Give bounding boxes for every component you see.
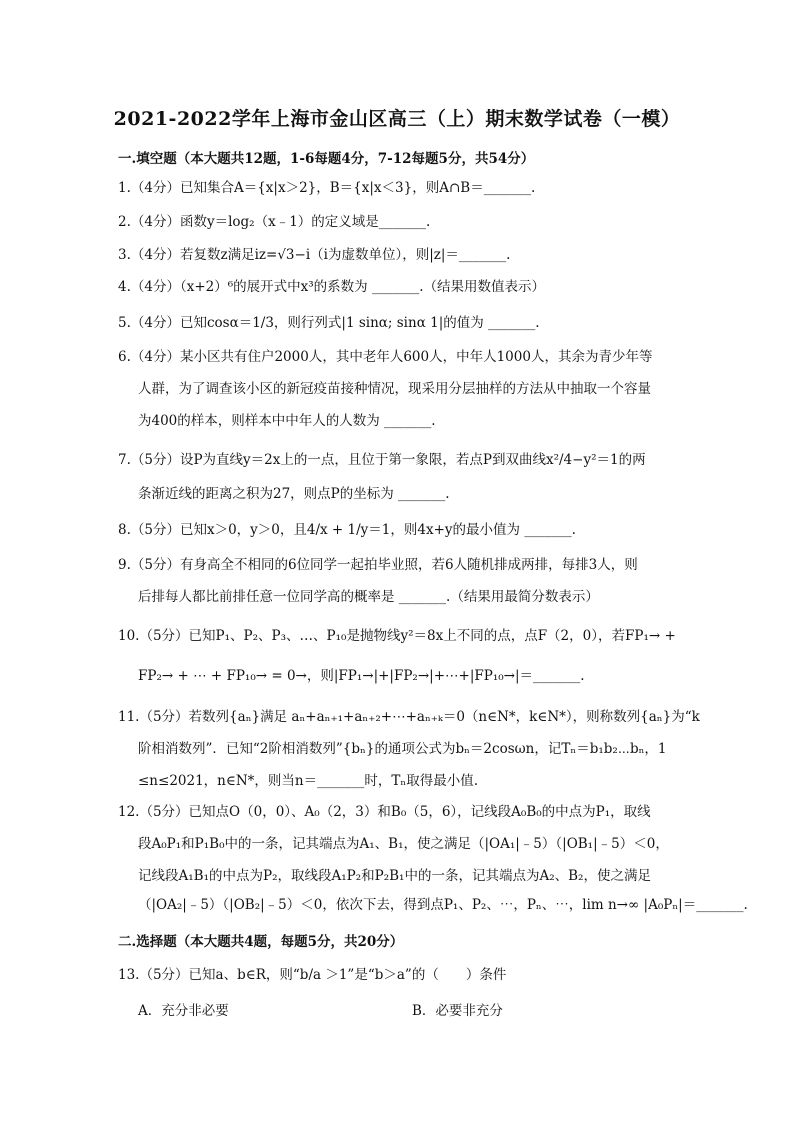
question-6-line-3: 为400的样本，则样本中中年人的人数为 _______. — [138, 413, 436, 429]
section-multiple-choice: 二.选择题（本大题共4题，每题5分，共20分） — [118, 934, 404, 950]
question-6-line-1: 6.（4分）某小区共有住户2000人，其中老年人600人，中年人1000人，其余为青少年等 — [118, 349, 653, 365]
question-3: 3.（4分）若复数z满足iz=√3−i（i为虚数单位），则|z|＝_______. — [118, 247, 511, 263]
question-10-line-1: 10.（5分）已知P₁、P₂、P₃、…、P₁₀是抛物线y²＝8x上不同的点，点F（2，0），若FP₁→ + — [118, 628, 676, 644]
question-9-line-1: 9.（5分）有身高全不相同的6位同学一起拍毕业照，若6人随机排成两排，每排3人，则 — [118, 557, 638, 573]
question-11-line-2: 阶相消数列”．已知“2阶相消数列”{bₙ}的通项公式为bₙ＝2cosωn，记Tₙ＝b₁b₂⋯bₙ，1 — [138, 741, 667, 757]
question-8: 8.（5分）已知x＞0，y＞0，且4/x + 1/y＝1，则4x+y的最小值为 _______. — [118, 522, 576, 538]
question-1: 1.（4分）已知集合A＝{x|x＞2}，B＝{x|x＜3}，则A∩B＝_______. — [118, 180, 536, 196]
question-4: 4.（4分）（x+2）⁶的展开式中x³的系数为 _______.（结果用数值表示） — [118, 279, 546, 295]
question-11-line-1: 11.（5分）若数列{aₙ}满足 aₙ+aₙ₊₁+aₙ₊₂+⋯+aₙ₊ₖ＝0（n∈N*，k∈N*），则称数列{aₙ}为“k — [118, 709, 700, 725]
question-11-line-3: ≤n≤2021，n∈N*，则当n＝_______时，Tₙ取得最小值. — [138, 773, 479, 789]
question-10-line-2: FP₂→ + ⋯ + FP₁₀→ = 0→，则|FP₁→|+|FP₂→|+⋯+|FP₁₀→|＝_______. — [138, 668, 585, 684]
question-9-line-2: 后排每人都比前排任意一位同学高的概率是 _______.（结果用最简分数表示） — [138, 589, 599, 605]
question-12-line-1: 12.（5分）已知点O（0，0）、A₀（2，3）和B₀（5，6），记线段A₀B₀的中点为P₁，取线 — [118, 804, 651, 820]
question-13: 13.（5分）已知a、b∈R，则“b/a ＞1”是“b＞a”的（ ）条件 — [118, 967, 507, 983]
option-b: B．必要非充分 — [412, 1003, 503, 1019]
option-a: A．充分非必要 — [138, 1003, 229, 1019]
question-12-line-4: （|OA₂|﹣5）（|OB₂|﹣5）＜0，依次下去，得到点P₁、P₂、⋯，Pₙ、⋯，lim n→∞ |A₀Pₙ|＝_______. — [138, 897, 748, 913]
question-2: 2.（4分）函数y＝log₂（x﹣1）的定义域是_______. — [118, 214, 431, 230]
exam-title: 2021-2022学年上海市金山区高三（上）期末数学试卷（一模） — [113, 108, 681, 130]
question-7-line-2: 条渐近线的距离之积为27，则点P的坐标为 _______. — [138, 486, 450, 502]
section-fill-in: 一.填空题（本大题共12题，1-6每题4分，7-12每题5分，共54分） — [118, 151, 535, 167]
question-7-line-1: 7.（5分）设P为直线y＝2x上的一点，且位于第一象限，若点P到双曲线x²/4−y²＝1的两 — [118, 452, 646, 468]
question-5: 5.（4分）已知cosα＝1/3，则行列式|1 sinα; sinα 1|的值为 _______. — [118, 315, 540, 331]
question-12-line-2: 段A₀P₁和P₁B₀中的一条，记其端点为A₁、B₁，使之满足（|OA₁|﹣5）（|OB₁|﹣5）＜0， — [138, 836, 669, 852]
question-6-line-2: 人群，为了调查该小区的新冠疫苗接种情况，现采用分层抽样的方法从中抽取一个容量 — [138, 381, 651, 397]
question-12-line-3: 记线段A₁B₁的中点为P₂，取线段A₁P₂和P₂B₁中的一条，记其端点为A₂、B₂，使之满足 — [138, 868, 651, 884]
